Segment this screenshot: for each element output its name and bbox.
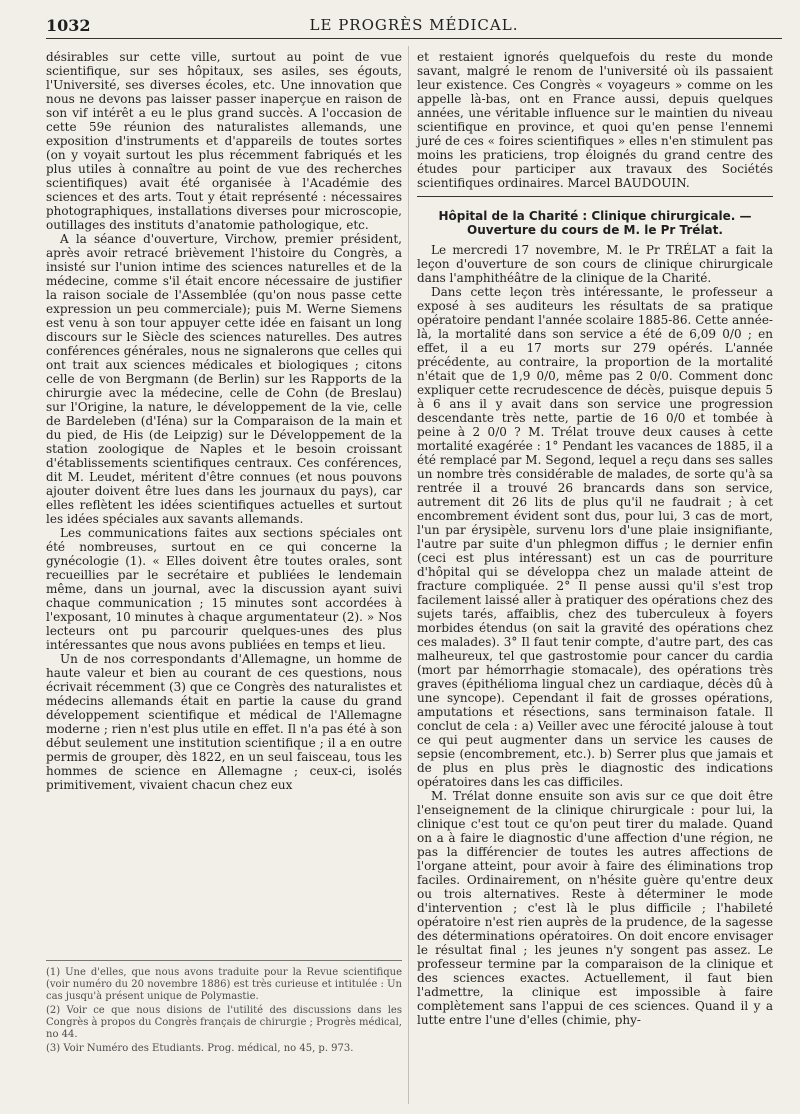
- left-paragraph-3: Les communications faites aux sections spéciales ont été nombreuses, surtout en ce qui concerne la gynécologie (1). « Elles doivent être toutes orales, sont recueillies par le secrétaire et publiées le lendemain même, dans un journal, avec la discussion ayant suivi chaque communication ; 15 minutes sont accordées à l'exposant, 10 minutes à chaque argumentateur (2). » Nos lecteurs ont pu parcourir quelques-unes des plus intéressantes que nous avons publiées en temps et lieu.: [46, 526, 402, 652]
- left-paragraph-2: A la séance d'ouverture, Virchow, premier président, après avoir retracé brièvement l'histoire du Congrès, a insisté sur l'union intime des sciences naturelles et de la médecine, comme s'il était encore nécessaire de justifier la raison sociale de l'Assemblée (qu'on nous passe cette expression un peu commerciale); puis M. Werne Siemens est venu à son tour appuyer cette idée en faisant un long discours sur le Siècle des sciences naturelles. Des autres conférences générales, nous ne signalerons que celles qui ont trait aux sciences médicales et biologiques ; citons celle de von Bergmann (de Berlin) sur les Rapports de la chirurgie avec la médecine, celle de Cohn (de Breslau) sur l'Origine, la nature, le développement de la vie, celle de Bardeleben (d'Iéna) sur la Comparaison de la main et du pied, de His (de Leipzig) sur le Développement de la station zoologique de Naples et le besoin croissant d'établissements scientifiques centraux. Ces conférences, dit M. Leudet, méritent d'être connues (et nous pouvons ajouter doivent être lues dans les journaux du pays), car elles reflètent les idées scientifiques actuelles et surtout les idées spéciales aux savants allemands.: [46, 232, 402, 526]
- page-header: [46, 8, 782, 39]
- left-paragraph-4: Un de nos correspondants d'Allemagne, un homme de haute valeur et bien au courant de ces questions, nous écrivait récemment (3) que ce Congrès des naturalistes et médecins allemands était en partie la cause du grand développement scientifique et médical de l'Allemagne moderne ; rien n'est plus utile en effet. Il n'a pas été à son début seulement une institution scientifique ; il a en outre permis de grouper, dès 1822, en un seul faisceau, tous les hommes de science en Allemagne ; ceux-ci, isolés primitivement, vivaient chacun chez eux: [46, 652, 402, 792]
- page-number: 1032: [46, 16, 91, 35]
- right-intro-paragraph: et restaient ignorés quelquefois du reste du monde savant, malgré le renom de l'université où ils passaient leur existence. Ces Congrès « voyageurs » comme on les appelle là-bas, ont en France aussi, depuis quelques années, une véritable influence sur le maintien du niveau scientifique en province, et quoi qu'en pense l'ennemi juré de ces « foires scientifiques » elles n'en stimulent pas moins les praticiens, trop éloignés du grand centre des études pour participer aux travaux des Sociétés scientifiques ordinaires. Marcel BAUDOUIN.: [417, 50, 773, 190]
- section-title-line-2: Ouverture du cours de M. le Pr Trélat.: [467, 223, 723, 237]
- left-paragraph-1: désirables sur cette ville, surtout au point de vue scientifique, sur ses hôpitaux, ses asiles, ses égouts, l'Université, ses diverses écoles, etc. Une innovation que nous ne devons pas laisser passer inaperçue en raison de son vif intérêt a eu le plus grand succès. A l'occasion de cette 59e réunion des naturalistes allemands, une exposition d'instruments et d'appareils de toutes sortes (on y voyait surtout les plus récemment fabriqués et les plus utiles à connaître au point de vue des recherches scientifiques) avait été organisée à l'Académie des sciences et des arts. Tout y était représenté : nécessaires photographiques, installations diverses pour microscopie, outillages des instituts d'anatomie pathologique, etc.: [46, 50, 402, 232]
- right-paragraph-1: Le mercredi 17 novembre, M. le Pr TRÉLAT a fait la leçon d'ouverture de son cours de clinique chirurgicale dans l'amphithéâtre de la clinique de la Charité.: [417, 243, 773, 285]
- footnote-1: (1) Une d'elles, que nous avons traduite pour la Revue scientifique (voir numéro du 20 novembre 1886) est très curieuse et intitulée : Un cas jusqu'à présent unique de Polymastie.: [46, 967, 402, 1002]
- footnote-3: (3) Voir Numéro des Etudiants. Prog. médical, no 45, p. 973.: [46, 1043, 354, 1054]
- footnotes: [46, 960, 402, 1057]
- right-column: [417, 50, 773, 1027]
- section-rule: [417, 196, 773, 197]
- footnote-2: (2) Voir ce que nous disions de l'utilité des discussions dans les Congrès à propos du Congrès français de chirurgie ; Progrès médical, no 44.: [46, 1005, 402, 1040]
- section-title: [417, 209, 773, 237]
- left-column: [46, 50, 402, 792]
- right-paragraph-2: Dans cette leçon très intéressante, le professeur a exposé à ses auditeurs les résultats de sa pratique opératoire pendant l'année scolaire 1885-86. Cette année-là, la mortalité dans son service a été de 6,09 0/0 ; en effet, il a eu 17 morts sur 279 opérés. L'année précédente, au contraire, la proportion de la mortalité n'était que de 1,9 0/0, même pas 2 0/0. Comment donc expliquer cette recrudescence de décès, puisque depuis 5 à 6 ans il y avait dans son service une progression descendante très nette, partie de 16 0/0 et tombée à peine à 2 0/0 ? M. Trélat trouve deux causes à cette mortalité exagérée : 1° Pendant les vacances de 1885, il a été remplacé par M. Segond, lequel a reçu dans ses salles un nombre très considérable de malades, de sorte qu'à sa rentrée il a trouvé 26 brancards dans son service, autrement dit 26 lits de plus qu'il ne faudrait ; à cet encombrement évident sont dus, pour lui, 3 cas de mort, l'un par érysipèle, survenu lors d'une plaie insignifiante, l'autre par suite d'un phlegmon diffus ; le dernier enfin (ceci est plus intéressant) est un cas de pourriture d'hôpital qui se développa chez un malade atteint de fracture compliquée. 2° Il pense aussi qu'il s'est trop facilement laissé aller à pratiquer des opérations chez des sujets tarés, affaiblis, chez des tuberculeux à foyers morbides étendus (on sait la gravité des opérations chez ces malades). 3° Il faut tenir compte, d'autre part, des cas malheureux, tel que gastrostomie pour cancer du cardia (mort par hémorrhagie stomacale), des opérations très graves (épithélioma lingual chez un cardiaque, décès dû à une syncope). Cependant il fait de grosses opérations, amputations et résections, sans terminaison fatale. Il conclut de cela : a) Veiller avec une férocité jalouse à tout ce qui peut augmenter dans un service les causes de sepsie (encombrement, etc.). b) Serrer plus que jamais et de plus en plus près le diagnostic des indications opératoires dans les cas difficiles.: [417, 285, 773, 789]
- right-paragraph-3: M. Trélat donne ensuite son avis sur ce que doit être l'enseignement de la clinique chirurgicale : pour lui, la clinique c'est tout ce qu'on peut tirer du malade. Quand on a à faire le diagnostic d'une affection d'une région, ne pas la différencier de toutes les autres affections de l'organe atteint, pour avoir à faire des éliminations trop faciles. Ordinairement, on n'hésite guère qu'entre deux ou trois alternatives. Reste à déterminer le mode d'intervention ; c'est là le plus difficile ; l'habileté opératoire n'est rien auprès de la prudence, de la sagesse des déterminations opératoires. On doit encore envisager le résultat final ; les jeunes n'y songent pas assez. Le professeur termine par la comparaison de la clinique et des sciences exactes. Actuellement, il faut bien l'admettre, la clinique est impossible à faire complètement sans l'appui de ces sciences. Quand il y a lutte entre l'une d'elles (chimie, phy-: [417, 789, 773, 1027]
- running-title: LE PROGRÈS MÉDICAL.: [309, 16, 519, 34]
- column-divider: [408, 46, 409, 1104]
- section-title-line-1: Hôpital de la Charité : Clinique chirurgicale. —: [438, 209, 752, 223]
